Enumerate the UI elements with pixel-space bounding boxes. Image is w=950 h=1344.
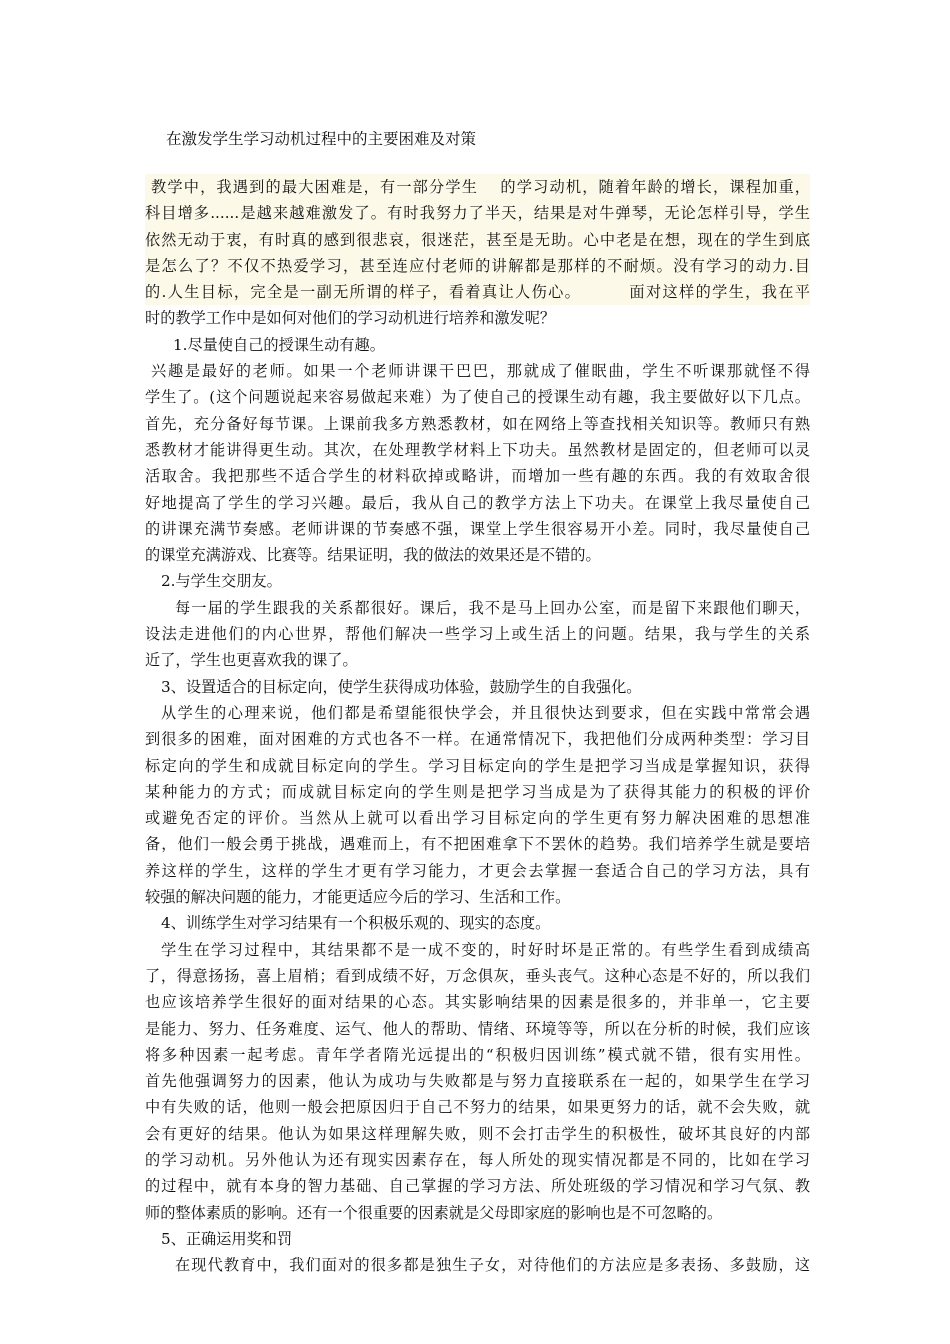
paragraph-line: 的.人生目标，完全是一副无所谓的样子，看着真让人伤心。 面对这样的学生，我在平 (145, 279, 810, 305)
paragraph-line: 到很多的困难，面对困难的方式也各不一样。在通常情况下，我把他们分成两种类型：学习目 (145, 730, 810, 749)
paragraph-line: 也应该培养学生很好的面对结果的心态。其实影响结果的因素是很多的，并非单一，它主要 (145, 993, 810, 1012)
section-heading: 5、正确运用奖和罚 (161, 1229, 293, 1248)
paragraph-line: 将多种因素一起考虑。青年学者隋光远提出的“积极归因训练”模式就不错，很有实用性。 (145, 1045, 810, 1064)
paragraph-line: 学生在学习过程中，其结果都不是一成不变的，时好时坏是正常的。有些学生看到成绩高 (161, 940, 810, 959)
paragraph-line: 首先，充分备好每节课。上课前我多方熟悉教材，如在网络上等查找相关知识等。教师只有熟 (145, 414, 810, 433)
paragraph-line: 设法走进他们的内心世界，帮他们解决一些学习上或生活上的问题。结果，我与学生的关系 (145, 625, 810, 644)
paragraph-line: 教学中，我遇到的最大困难是，有一部分学生 的学习动机，随着年龄的增长，课程加重， (145, 174, 810, 200)
paragraph-line: 较强的解决问题的能力，才能更适应今后的学习、生活和工作。 (145, 888, 571, 907)
paragraph-line: 近了，学生也更喜欢我的课了。 (145, 651, 358, 670)
section-heading: 4、训练学生对学习结果有一个积极乐观的、现实的态度。 (161, 914, 551, 933)
paragraph-line: 某种能力的方式；而成就目标定向的学生则是把学习当成是为了获得其能力的积极的评价 (145, 782, 810, 801)
paragraph-line: 的过程中，就有本身的智力基础、自己掌握的学习方法、所处班级的学习情况和学习气氛、教 (145, 1177, 810, 1196)
paragraph-line: 好地提高了学生的学习兴趣。最后，我从自己的教学方法上下功夫。在课堂上我尽量使自己 (145, 493, 810, 512)
paragraph-line: 是能力、努力、任务难度、运气、他人的帮助、情绪、环境等等，所以在分析的时候，我们应该 (145, 1019, 810, 1038)
paragraph-line: 或避免否定的评价。当然从上就可以看出学习目标定向的学生更有努力解决困难的思想准 (145, 809, 810, 828)
paragraph-line: 首先他强调努力的因素，他认为成功与失败都是与努力直接联系在一起的，如果学生在学习 (145, 1072, 810, 1091)
document-title: 在激发学生学习动机过程中的主要困难及对策 (166, 130, 477, 148)
paragraph-line: 在现代教育中，我们面对的很多都是独生子女，对待他们的方法应是多表扬、多鼓励，这 (175, 1256, 810, 1275)
paragraph-line: 每一届的学生跟我的关系都很好。课后，我不是马上回办公室，而是留下来跟他们聊天， (175, 598, 810, 617)
section-heading: 1.尽量使自己的授课生动有趣。 (173, 335, 385, 354)
paragraph-line: 是怎么了？不仅不热爱学习，甚至连应付老师的讲解都是那样的不耐烦。没有学习的动力.目 (145, 253, 810, 279)
paragraph-line: 活取舍。我把那些不适合学生的材料砍掉或略讲，而增加一些有趣的东西。我的有效取舍很 (145, 467, 810, 486)
paragraph-line: 的课堂充满游戏、比赛等。结果证明，我的做法的效果还是不错的。 (145, 546, 601, 565)
paragraph-line: 从学生的心理来说，他们都是希望能很快学会，并且很快达到要求，但在实践中常常会遇 (161, 703, 810, 722)
paragraph-line: 时的教学工作中是如何对他们的学习动机进行培养和激发呢？ (145, 309, 556, 328)
paragraph-line: 备，他们一般会勇于挑战，遇难而上，有不把困难拿下不罢休的趋势。我们培养学生就是要培 (145, 835, 810, 854)
paragraph-line: 兴趣是最好的老师。如果一个老师讲课干巴巴，那就成了催眠曲，学生不听课那就怪不得 (151, 362, 810, 381)
paragraph-line: 依然无动于衷，有时真的感到很悲哀，很迷茫，甚至是无助。心中老是在想，现在的学生到底 (145, 227, 810, 253)
paragraph-line: 标定向的学生和成就目标定向的学生。学习目标定向的学生是把学习当成是掌握知识，获得 (145, 756, 810, 775)
paragraph-line: 学生了。(这个问题说起来容易做起来难）为了使自己的授课生动有趣，我主要做好以下几点。 (145, 388, 810, 407)
paragraph-line: 科目增多......是越来越难激发了。有时我努力了半天，结果是对牛弹琴，无论怎样引导，学生 (145, 200, 810, 226)
paragraph-line: 悉教材才能讲得更生动。其次，在处理教学材料上下功夫。虽然教材是固定的，但老师可以灵 (145, 440, 810, 459)
section-heading: 2.与学生交朋友。 (161, 572, 282, 591)
paragraph-line: 中有失败的话，他则一般会把原因归于自己不努力的结果，如果更努力的话，就不会失败，就 (145, 1098, 810, 1117)
paragraph-line: 养这样的学生，这样的学生才更有学习能力，才更会去掌握一套适合自己的学习方法，具有 (145, 861, 810, 880)
document-body (145, 174, 810, 1278)
paragraph-line: 会有更好的结果。他认为如果这样理解失败，则不会打击学生的积极性，破坏其良好的内部 (145, 1124, 810, 1143)
section-heading: 3、设置适合的目标定向，使学生获得成功体验，鼓励学生的自我强化。 (161, 677, 642, 696)
paragraph-line: 师的整体素质的影响。还有一个很重要的因素就是父母即家庭的影响也是不可忽略的。 (145, 1203, 723, 1222)
paragraph-line: 的学习动机。另外他认为还有现实因素存在，每人所处的现实情况都是不同的，比如在学习 (145, 1150, 810, 1169)
paragraph-line: 的讲课充满节奏感。老师讲课的节奏感不强，课堂上学生很容易开小差。同时，我尽量使自己 (145, 519, 810, 538)
paragraph-line: 了，得意扬扬，喜上眉梢；看到成绩不好，万念俱灰，垂头丧气。这种心态是不好的，所以我们 (145, 966, 810, 985)
